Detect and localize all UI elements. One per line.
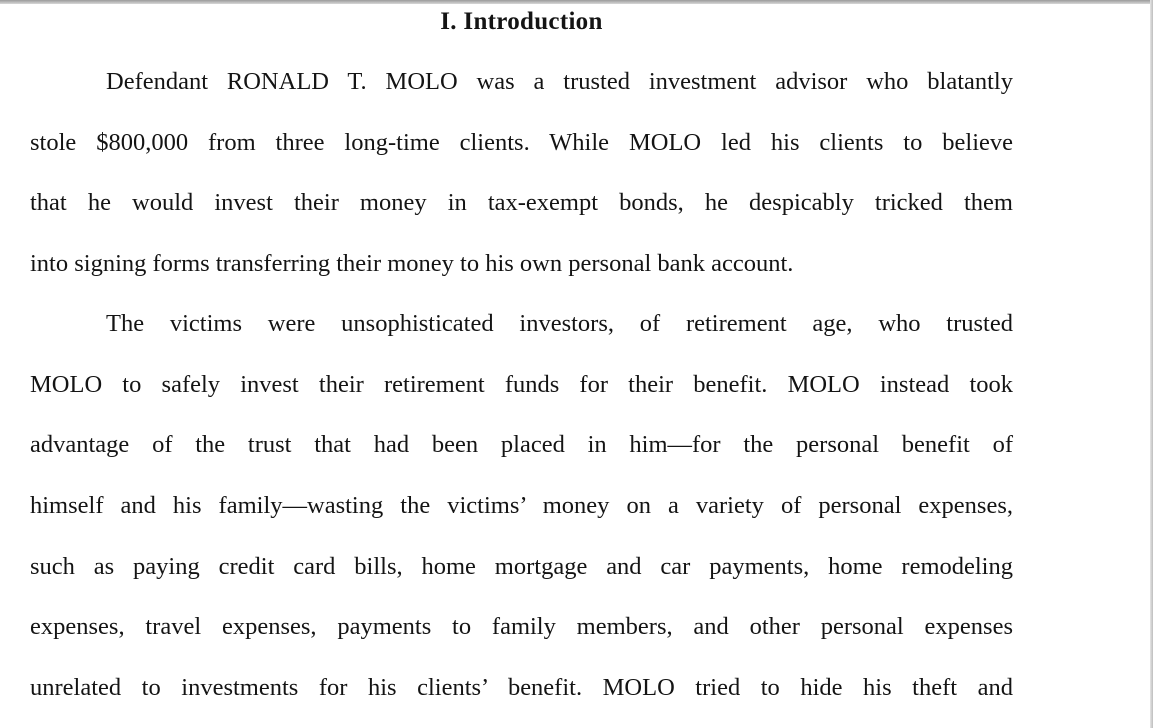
- paragraph-line: Defendant RONALD T. MOLO was a trusted investment advisor who blatantly: [106, 68, 1013, 95]
- paragraph-line: such as paying credit card bills, home mortgage and car payments, home remodeling: [30, 552, 1013, 580]
- paragraph-line: stole $800,000 from three long-time clients. While MOLO led his clients to believe: [30, 128, 1013, 156]
- section-heading: I. Introduction: [440, 8, 603, 35]
- paragraph-line: MOLO to safely invest their retirement funds for their benefit. MOLO instead took: [30, 370, 1013, 398]
- paragraph-line: expenses, travel expenses, payments to family members, and other personal expenses: [30, 613, 1013, 641]
- paragraph-line: advantage of the trust that had been placed in him—for the personal benefit of: [30, 431, 1013, 459]
- paragraph-2: [30, 294, 1013, 719]
- paragraph-line: into signing forms transferring their money to his own personal bank account.: [30, 250, 794, 278]
- paragraph-1: [30, 52, 1013, 295]
- paragraph-line: The victims were unsophisticated investors, of retirement age, who trusted: [106, 310, 1013, 337]
- paragraph-line: himself and his family—wasting the victims’ money on a variety of personal expenses,: [30, 492, 1013, 520]
- paragraph-line: unrelated to investments for his clients’ benefit. MOLO tried to hide his theft and: [30, 674, 1013, 702]
- paragraph-line: that he would invest their money in tax-exempt bonds, he despicably tricked them: [30, 189, 1013, 217]
